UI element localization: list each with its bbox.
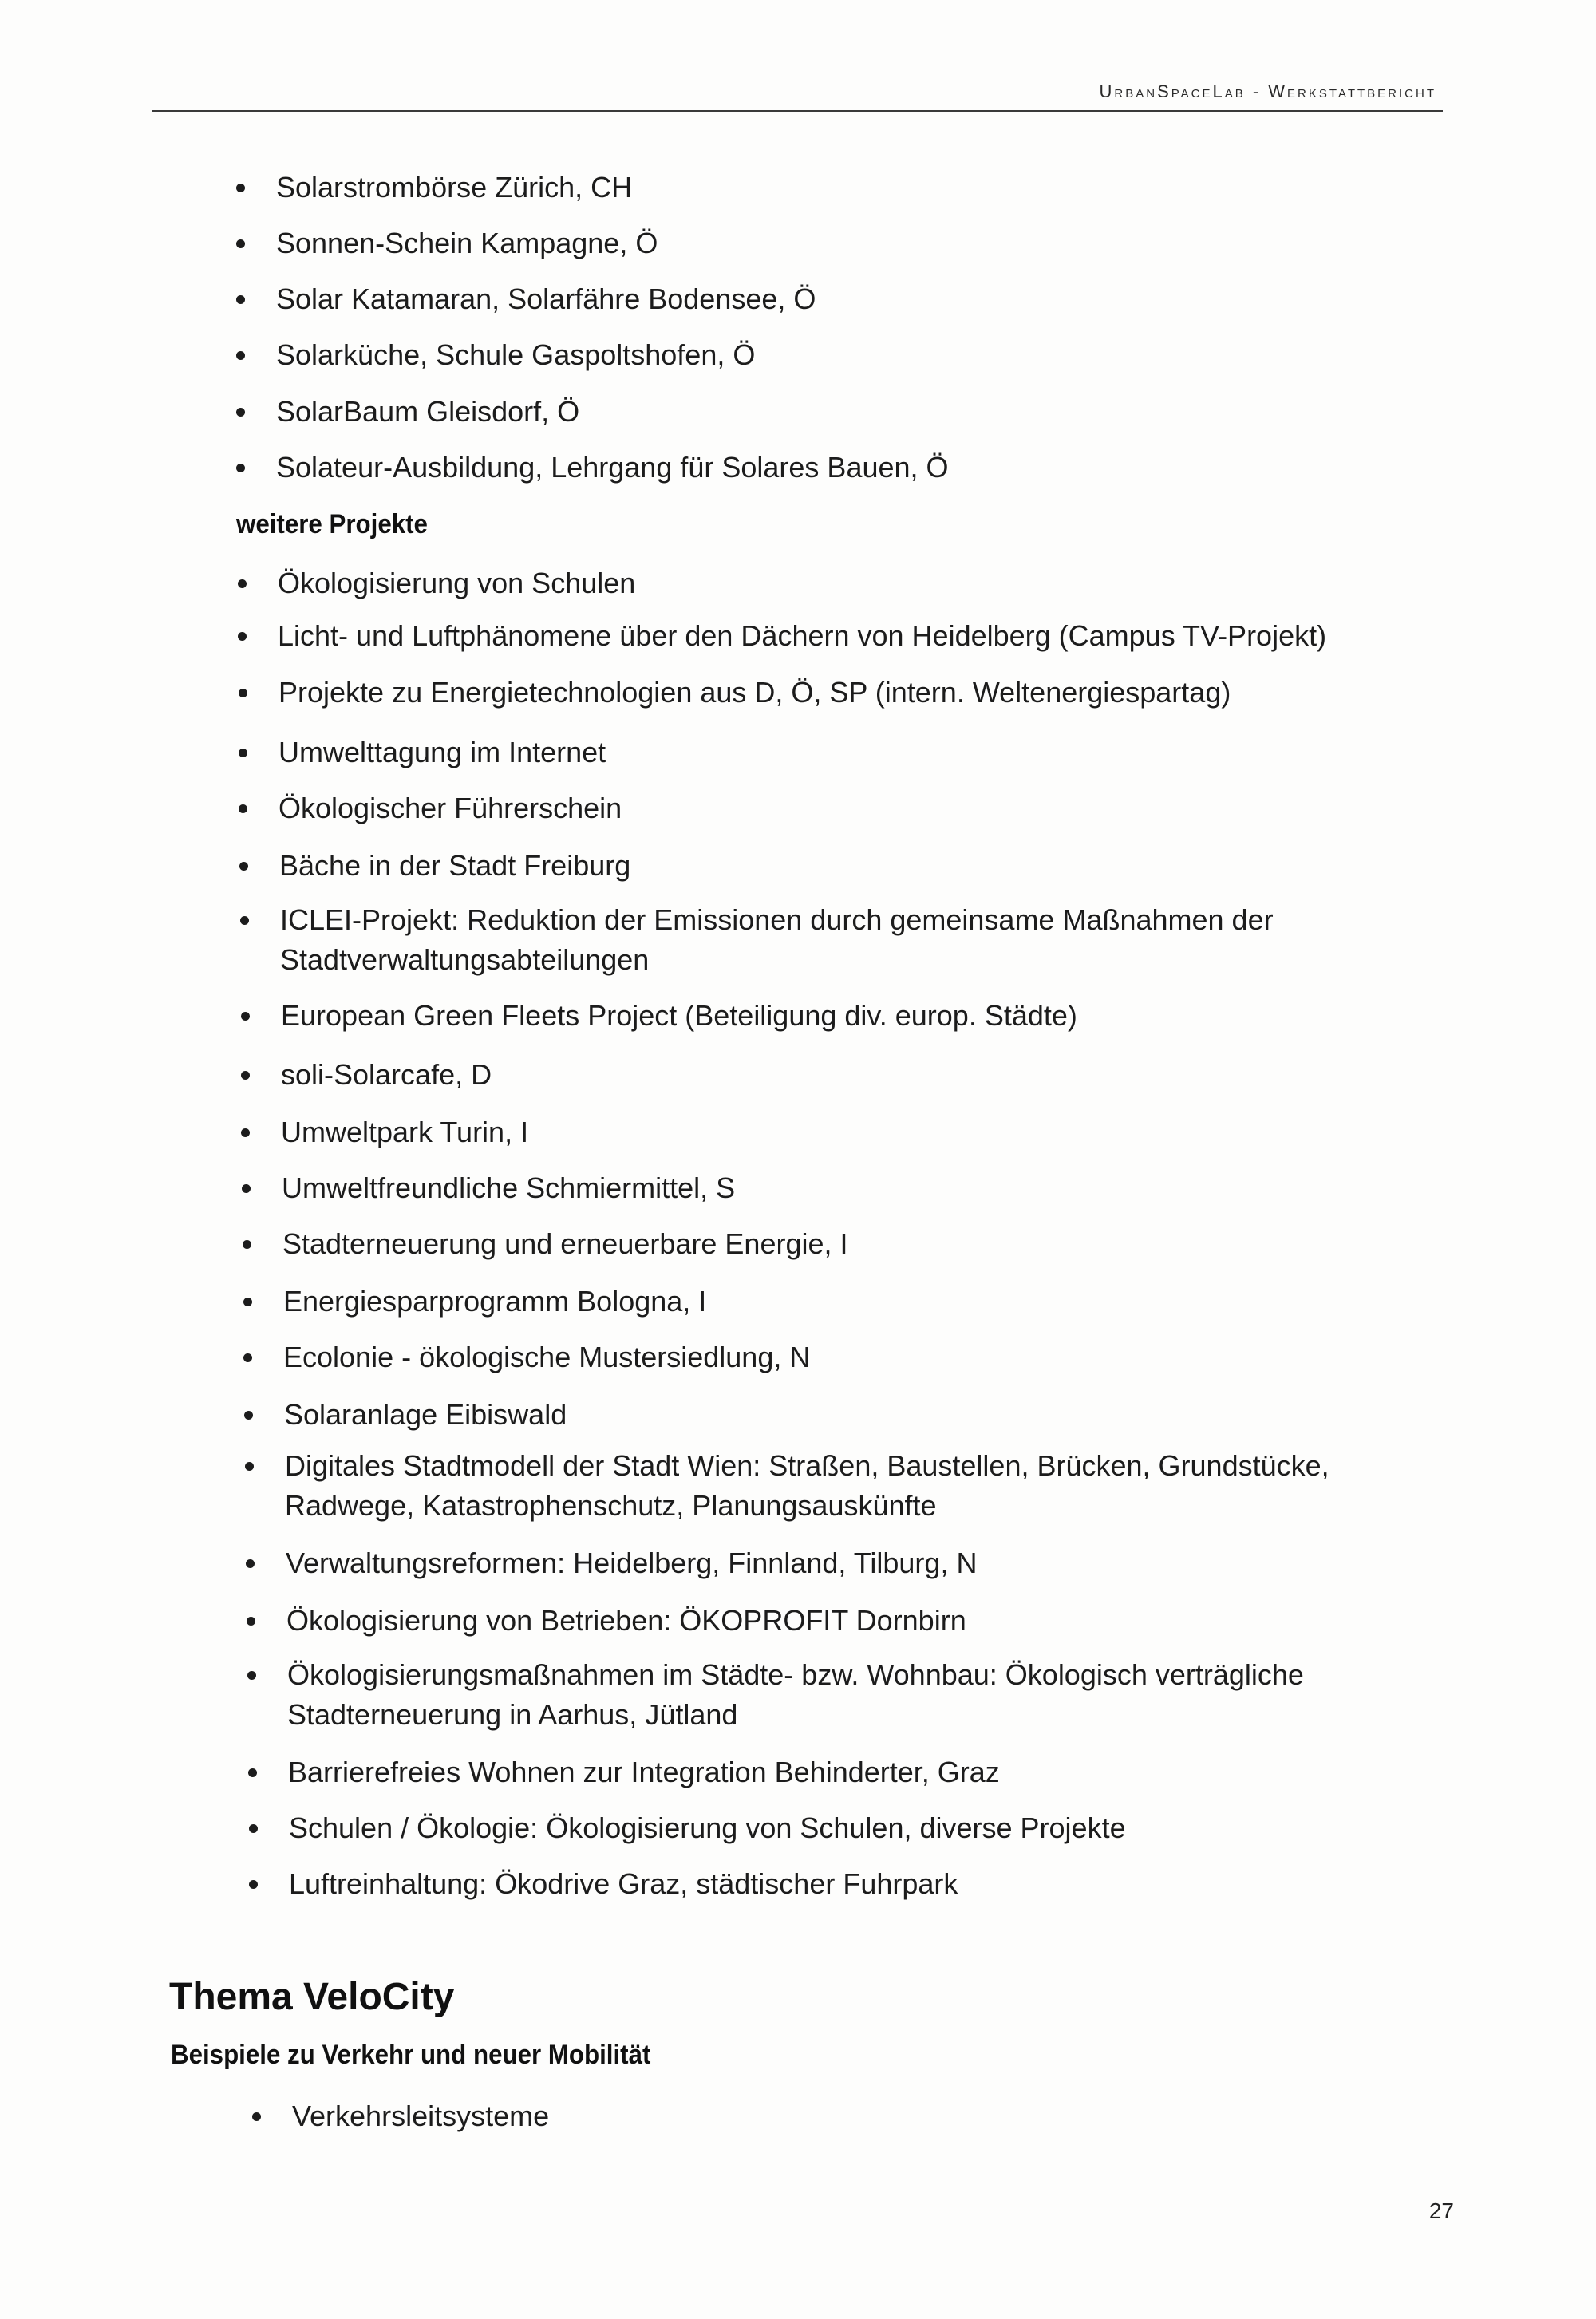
bullet-icon (247, 1671, 256, 1680)
bullet-icon (239, 689, 247, 697)
bullet-icon (242, 1184, 251, 1193)
list-item: Ökologisierung von Betrieben: ÖKOPROFIT Dornbirn (286, 1601, 1388, 1641)
bullet-icon (241, 1071, 250, 1080)
list-item: Bäche in der Stadt Freiburg (279, 846, 1381, 886)
header-rule (152, 110, 1443, 112)
bullet-icon (245, 1462, 254, 1471)
list-item: Energiesparprogramm Bologna, I (283, 1282, 1385, 1321)
bullet-icon (239, 862, 248, 871)
list-item: Ecolonie - ökologische Mustersiedlung, N (283, 1337, 1385, 1377)
bullet-icon (236, 239, 245, 248)
list-item: Solateur-Ausbildung, Lehrgang für Solares Bauen, Ö (276, 448, 1377, 488)
bullet-icon (244, 1411, 253, 1420)
list-item: Umweltfreundliche Schmiermittel, S (282, 1168, 1383, 1208)
running-header: UrbanSpaceLab - Werkstattbericht (1099, 81, 1436, 101)
list-item: European Green Fleets Project (Beteiligung div. europ. Städte) (281, 996, 1382, 1036)
subheading-weitere-projekte: weitere Projekte (236, 509, 428, 539)
bullet-icon (243, 1353, 252, 1362)
list-item: Luftreinhaltung: Ökodrive Graz, städtischer Fuhrpark (289, 1864, 1390, 1904)
list-item: ICLEI-Projekt: Reduktion der Emissionen durch gemeinsame Maßnahmen der Stadtverwaltungsabteilungen (280, 900, 1278, 980)
bullet-icon (247, 1617, 255, 1626)
bullet-icon (240, 916, 249, 925)
bullet-icon (241, 1128, 250, 1137)
list-item: soli-Solarcafe, D (281, 1055, 1382, 1095)
bullet-icon (236, 408, 245, 417)
bullet-icon (248, 1768, 257, 1777)
bullet-icon (239, 804, 247, 813)
list-item: SolarBaum Gleisdorf, Ö (276, 392, 1377, 432)
list-item: Digitales Stadtmodell der Stadt Wien: Straßen, Baustellen, Brücken, Grundstücke, Radwege, Katastrophenschutz, Planungsauskünfte (285, 1446, 1354, 1526)
list-item: Licht- und Luftphänomene über den Dächern von Heidelberg (Campus TV-Projekt) (278, 616, 1379, 656)
bullet-icon (239, 749, 247, 757)
list-item: Ökologisierungsmaßnahmen im Städte- bzw. Wohnbau: Ökologisch verträgliche Stadterneuerung in Aarhus, Jütland (287, 1655, 1333, 1735)
subheading-verkehr: Beispiele zu Verkehr und neuer Mobilität (171, 2040, 651, 2070)
list-item: Stadterneuerung und erneuerbare Energie, I (282, 1224, 1384, 1264)
list-item: Solar Katamaran, Solarfähre Bodensee, Ö (276, 279, 1377, 319)
list-item: Verkehrsleitsysteme (292, 2096, 1393, 2136)
bullet-icon (243, 1298, 252, 1306)
list-item: Ökologisierung von Schulen (278, 563, 1379, 603)
bullet-icon (236, 295, 245, 304)
list-item: Sonnen-Schein Kampagne, Ö (276, 223, 1377, 263)
list-item: Schulen / Ökologie: Ökologisierung von Schulen, diverse Projekte (289, 1808, 1390, 1848)
bullet-icon (241, 1012, 250, 1021)
list-item: Solarküche, Schule Gaspoltshofen, Ö (276, 335, 1377, 375)
bullet-icon (236, 351, 245, 360)
bullet-icon (238, 632, 247, 641)
list-item: Verwaltungsreformen: Heidelberg, Finnland, Tilburg, N (286, 1543, 1387, 1583)
list-item: Ökologischer Führerschein (279, 788, 1380, 828)
list-item: Umweltpark Turin, I (281, 1112, 1382, 1152)
bullet-icon (249, 1824, 258, 1833)
section-title: Thema VeloCity (169, 1976, 455, 2018)
page-number: 27 (1428, 2199, 1454, 2223)
bullet-icon (236, 184, 245, 192)
bullet-icon (238, 579, 247, 588)
list-item: Barrierefreies Wohnen zur Integration Behinderter, Graz (288, 1752, 1389, 1792)
bullet-icon (236, 464, 245, 472)
bullet-icon (252, 2112, 261, 2121)
bullet-icon (249, 1880, 258, 1889)
list-item: Umwelttagung im Internet (279, 733, 1380, 772)
list-item: Projekte zu Energietechnologien aus D, Ö, SP (intern. Weltenergiespartag) (279, 673, 1380, 713)
list-item: Solaranlage Eibiswald (284, 1395, 1385, 1435)
list-item: Solarstrombörse Zürich, CH (276, 168, 1377, 207)
bullet-icon (246, 1559, 255, 1568)
bullet-icon (243, 1240, 251, 1249)
